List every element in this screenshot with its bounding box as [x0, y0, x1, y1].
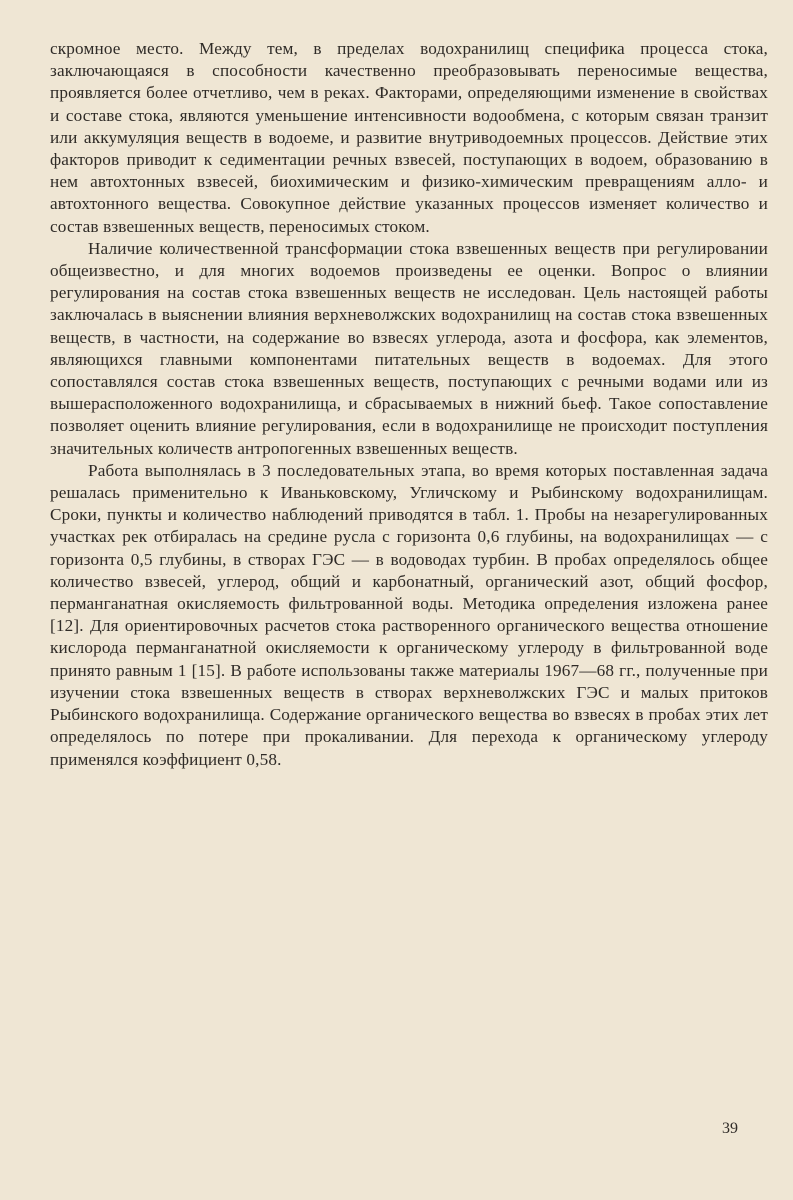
paragraph-3: Работа выполнялась в 3 последовательных этапа, во время которых поставленная задача решалась применительно к Иваньковскому, Угличскому и Рыбинскому водохранилищам. Сроки, пункты и количество наблюдений приводятся в табл. 1. Пробы на незарегулированных участках рек отбиралась на средине русла с горизонта 0,6 глубины, на водохранилищах — с горизонта 0,5 глубины, в створах ГЭС — в водоводах турбин. В пробах определялось общее количество взвесей, углерод, общий и карбонатный, органический азот, общий фосфор, перманганатная окисляемость фильтрованной воды. Методика определения изложена ранее [12]. Для ориентировочных расчетов стока растворенного органического вещества отношение кислорода перманганатной окисляемости к органическому углероду в фильтрованной воде принято равным 1 [15]. В работе использованы также материалы 1967—68 гг., полученные при изучении стока взвешенных веществ в створах верхневолжских ГЭС и малых притоков Рыбинского водохранилища. Содержание органического вещества во взвесях в пробах этих лет определялось по потере при прокаливании. Для перехода к органическому углероду применялся коэффициент 0,58.: [50, 460, 768, 769]
body-text: [50, 38, 768, 771]
page-number: 39: [722, 1120, 738, 1137]
paragraph-1: скромное место. Между тем, в пределах водохранилищ специфика процесса стока, заключающаяся в способности качественно преобразовывать переносимые вещества, проявляется более отчетливо, чем в реках. Факторами, определяющими изменение в свойствах и составе стока, являются уменьшение интенсивности водообмена, с которым связан транзит или аккумуляция веществ в водоеме, и развитие внутриводоемных процессов. Действие этих факторов приводит к седиментации речных взвесей, поступающих в водоем, образованию в нем автохтонных взвесей, биохимическим и физико-химическим превращениям алло- и автохтонного вещества. Совокупное действие указанных процессов изменяет количество и состав взвешенных веществ, переносимых стоком.: [50, 39, 768, 236]
paragraph-2: Наличие количественной трансформации стока взвешенных веществ при регулировании общеизвестно, и для многих водоемов произведены ее оценки. Вопрос о влиянии регулирования на состав стока взвешенных веществ не исследован. Цель настоящей работы заключалась в выяснении влияния верхневолжских водохранилищ на состав стока взвешенных веществ, в частности, на содержание во взвесях углерода, азота и фосфора, как элементов, являющихся главными компонентами питательных веществ в водоемах. Для этого сопоставлялся состав стока взвешенных веществ, поступающих с речными водами или из вышерасположенного водохранилища, и сбрасываемых в нижний бьеф. Такое сопоставление позволяет оценить влияние регулирования, если в водохранилище не происходит поступления значительных количеств антропогенных взвешенных веществ.: [50, 238, 768, 458]
